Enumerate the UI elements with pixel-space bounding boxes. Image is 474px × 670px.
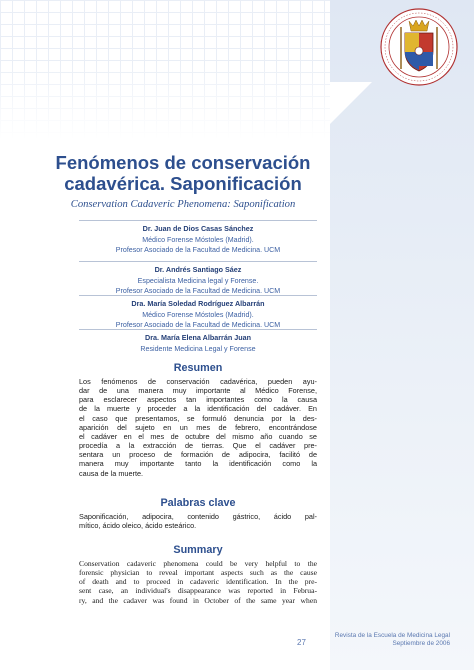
author-name: Dra. María Elena Albarrán Juan [145,333,251,342]
text-line: de la muerte y proceder a la identificación del cadáver. En [79,404,317,414]
author-name: Dr. Juan de Dios Casas Sánchez [142,224,254,233]
text-line: sentara un proceso de formación de adipocira, facilitó de [79,450,317,460]
title-line-1: Fenómenos de conservación [55,152,311,173]
text-line: mítico, ácido oleico, ácido esteárico. [79,521,197,531]
text-line: procedía a la extracción de tierras. Que el cadáver pre- [79,441,317,451]
text-line: Los fenómenos de conservación cadavérica, pueden ayu- [79,377,317,386]
author-affiliation: Profesor Asociado de la Facultad de Medicina. UCM [115,245,281,254]
text-line: of death and to proceed in cadaveric identification. In the pre- [79,577,317,587]
author-affiliation: Especialista Medicina legal y Forense. [137,277,259,286]
author-affiliation: Profesor Asociado de la Facultad de Medicina. UCM [115,320,281,329]
author-block [79,295,317,329]
text-line: aparición del sujeto en un mes de febrero, encontrándose [79,422,317,432]
text-line: Conservation cadaveric phenomena could be very helpful to the [79,559,317,568]
text-line: forensic physician to reveal important aspects such as the cause [79,568,317,578]
author-block [79,261,317,295]
author-list [79,220,317,353]
summary-heading: Summary [173,544,223,556]
resumen-heading: Resumen [173,362,223,374]
english-title: Conservation Cadaveric Phenomena: Saponification [70,199,296,210]
article-title [48,152,318,194]
journal-date: Septiembre de 2006 [392,640,450,647]
text-line: el cadáver en el mes de octubre del mismo año cuando se [79,431,317,441]
author-affiliation: Profesor Asociado de la Facultad de Medicina. UCM [115,286,281,295]
title-line-2: cadavérica. Saponificación [64,173,302,194]
text-line: para esclarecer aspectos tan importantes como la causa [79,395,317,405]
author-name: Dra. María Soledad Rodríguez Albarrán [131,299,265,308]
page-number: 27 [297,638,306,647]
text-line: manera muy importante tanto la identificación como la [79,459,317,469]
keywords-heading: Palabras clave [160,497,236,509]
resumen-text [79,377,317,478]
author-block [79,329,317,353]
author-affiliation: Médico Forense Móstoles (Madrid). [142,236,254,245]
text-line: el caso que presentamos, se formuló denuncia por la des- [79,413,317,423]
university-seal-icon [379,7,459,87]
text-line: dar de una manera muy importante al Médico Forense, [79,386,317,396]
summary-text [79,559,317,605]
author-affiliation: Médico Forense Móstoles (Madrid). [142,311,254,320]
author-block [79,220,317,261]
journal-info [335,632,450,648]
panel-corner [330,82,372,124]
journal-name: Revista de la Escuela de Medicina Legal [334,632,450,639]
author-affiliation: Residente Medicina Legal y Forense [140,345,256,354]
text-line: Saponificación, adipocira, contenido gástrico, ácido pal- [79,512,317,521]
text-line: causa de la muerte. [79,468,144,478]
keywords-text [79,512,317,530]
author-name: Dr. Andrés Santiago Sáez [154,265,242,274]
text-line: ry, and the cadaver was found in October of the same year when [79,595,317,605]
text-line: sent case, an individual's disappearance was reported in Februa- [79,586,317,596]
